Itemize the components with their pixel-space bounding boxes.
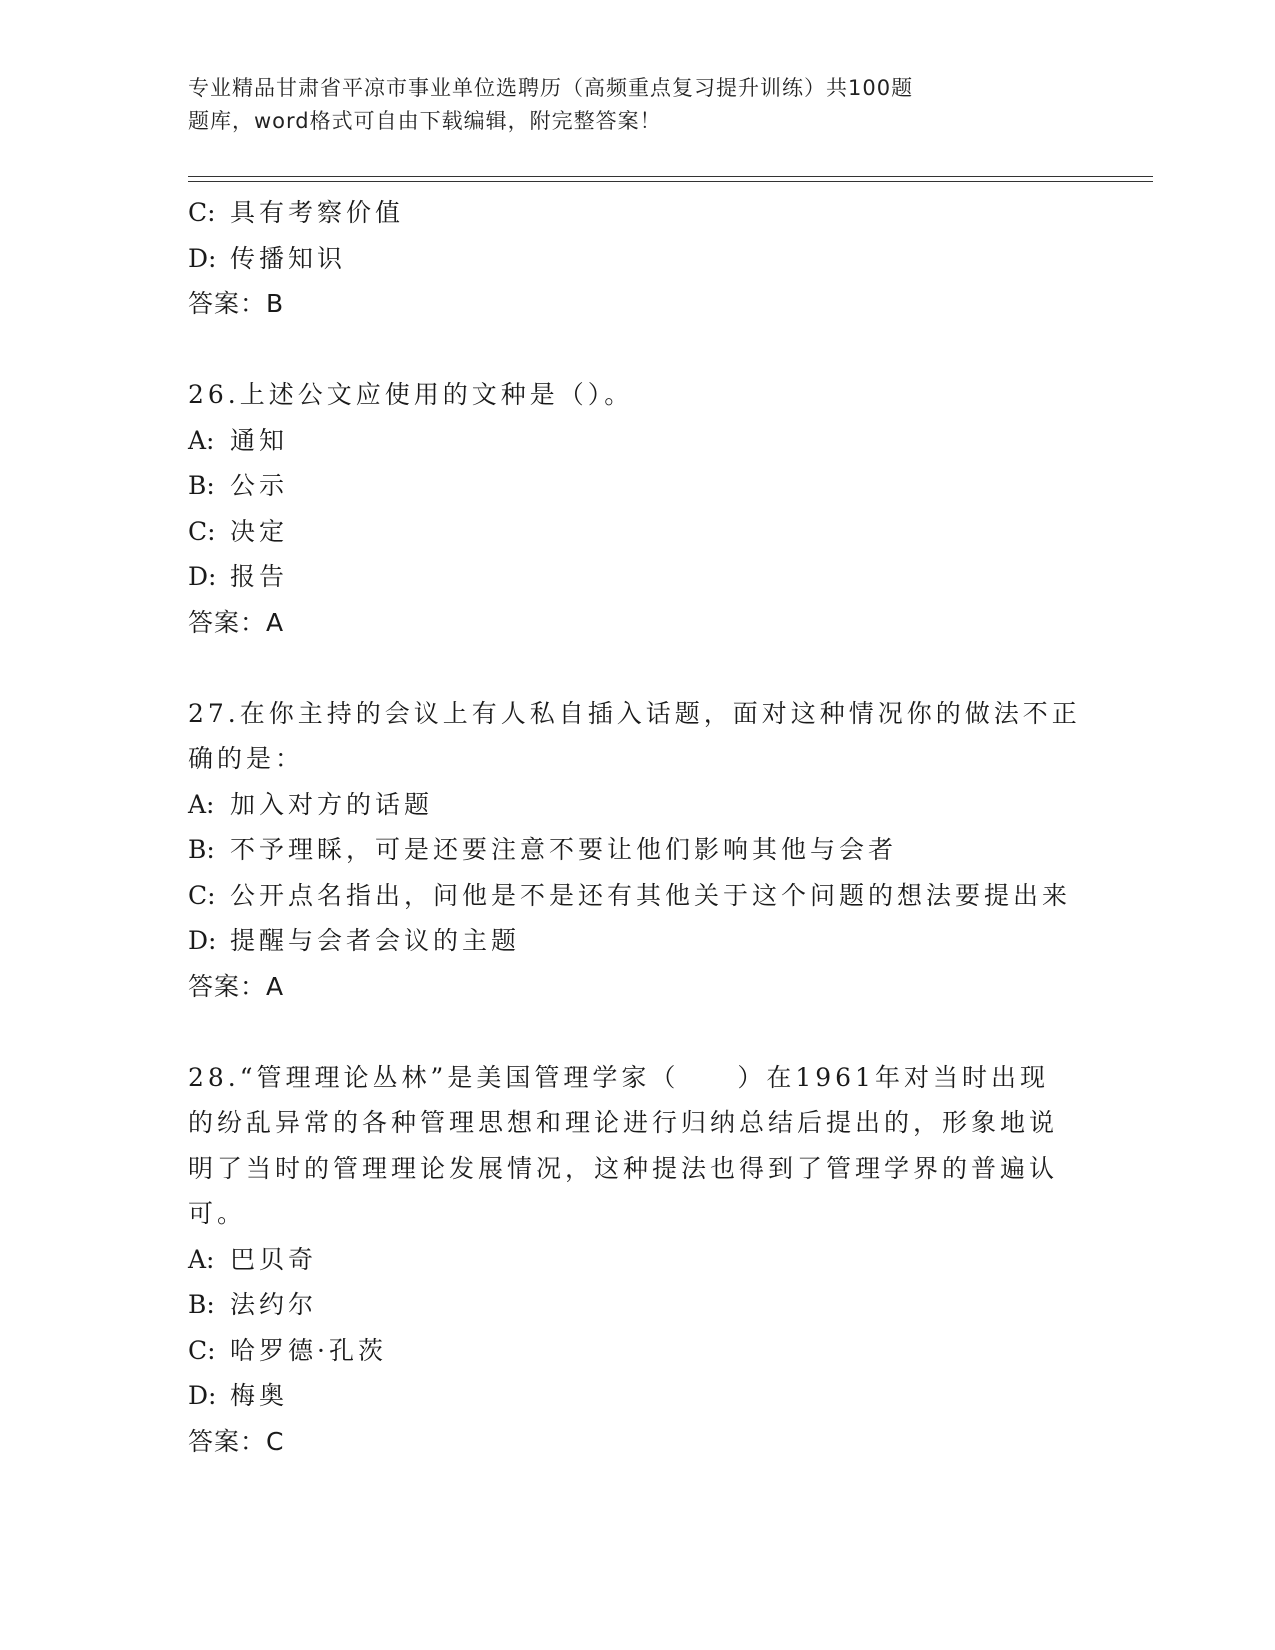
question-26 [188,372,1088,645]
option-letter: C: [188,880,216,910]
option-d [188,1373,1088,1419]
option-letter: C: [188,1335,216,1365]
question-stem: 26.上述公文应使用的文种是（）。 [188,380,634,409]
option-letter: D: [188,926,217,955]
answer-line: 答案：A [188,607,285,637]
option-b [188,1282,1088,1328]
option-text: 梅奥 [230,1381,289,1410]
option-a [188,782,1088,828]
option-a [188,418,1088,464]
document-header [188,72,1028,138]
question-stem: 可。 [188,1199,247,1228]
option-letter: C: [188,198,216,227]
option-text: 传播知识 [230,243,347,273]
option-letter: B: [188,835,215,864]
option-c [188,873,1088,919]
header-title-line-2: 题库，word格式可自由下载编辑，附完整答案！ [188,109,662,133]
option-text: 公示 [230,471,289,500]
option-text: 报告 [230,562,289,591]
option-letter: C: [188,516,216,546]
question-25-tail [188,190,1088,327]
option-text: 加入对方的话题 [230,789,434,819]
spacer [188,327,1088,373]
option-d [188,236,1088,282]
option-c [188,1328,1088,1374]
answer-line: 答案：A [188,971,285,1001]
option-letter: A: [188,789,215,819]
option-letter: D: [188,562,217,591]
option-c [188,190,1088,236]
option-d [188,918,1088,964]
spacer [188,1009,1088,1055]
question-27 [188,691,1088,1010]
option-letter: B: [188,471,215,500]
question-list [188,190,1088,1464]
option-text: 巴贝奇 [230,1244,318,1274]
answer-line: 答案：C [188,1426,285,1456]
option-text: 哈罗德·孔茨 [230,1335,387,1365]
answer-line: 答案：B [188,289,285,318]
option-text: 通知 [230,425,289,455]
question-stem: 27.在你主持的会议上有人私自插入话题，面对这种情况你的做法不正 [188,698,1081,728]
option-b [188,827,1088,873]
option-text: 决定 [230,516,289,546]
header-divider-bottom [188,181,1153,182]
option-text: 具有考察价值 [230,198,405,227]
spacer [188,645,1088,691]
option-letter: A: [188,1244,215,1274]
option-letter: D: [188,243,217,273]
question-stem: 的纷乱异常的各种管理思想和理论进行归纳总结后提出的，形象地说 [188,1108,1059,1137]
option-text: 不予理睬，可是还要注意不要让他们影响其他与会者 [230,835,898,864]
option-letter: A: [188,425,215,455]
option-text: 法约尔 [230,1290,318,1319]
question-stem: 确的是： [188,744,305,773]
question-28 [188,1055,1088,1465]
option-letter: B: [188,1290,215,1319]
option-b [188,463,1088,509]
question-stem: 28.“管理理论丛林”是美国管理学家（ ）在1961年对当时出现 [188,1062,1049,1092]
option-letter: D: [188,1381,217,1410]
header-divider-top [188,176,1153,177]
option-text: 公开点名指出，问他是不是还有其他关于这个问题的想法要提出来 [230,880,1072,910]
option-d [188,554,1088,600]
question-stem: 明了当时的管理理论发展情况，这种提法也得到了管理学界的普遍认 [188,1153,1059,1183]
header-title-line-1: 专业精品甘肃省平凉市事业单位选聘历（高频重点复习提升训练）共100题 [188,76,914,100]
option-a [188,1237,1088,1283]
option-c [188,509,1088,555]
option-text: 提醒与会者会议的主题 [230,926,521,955]
